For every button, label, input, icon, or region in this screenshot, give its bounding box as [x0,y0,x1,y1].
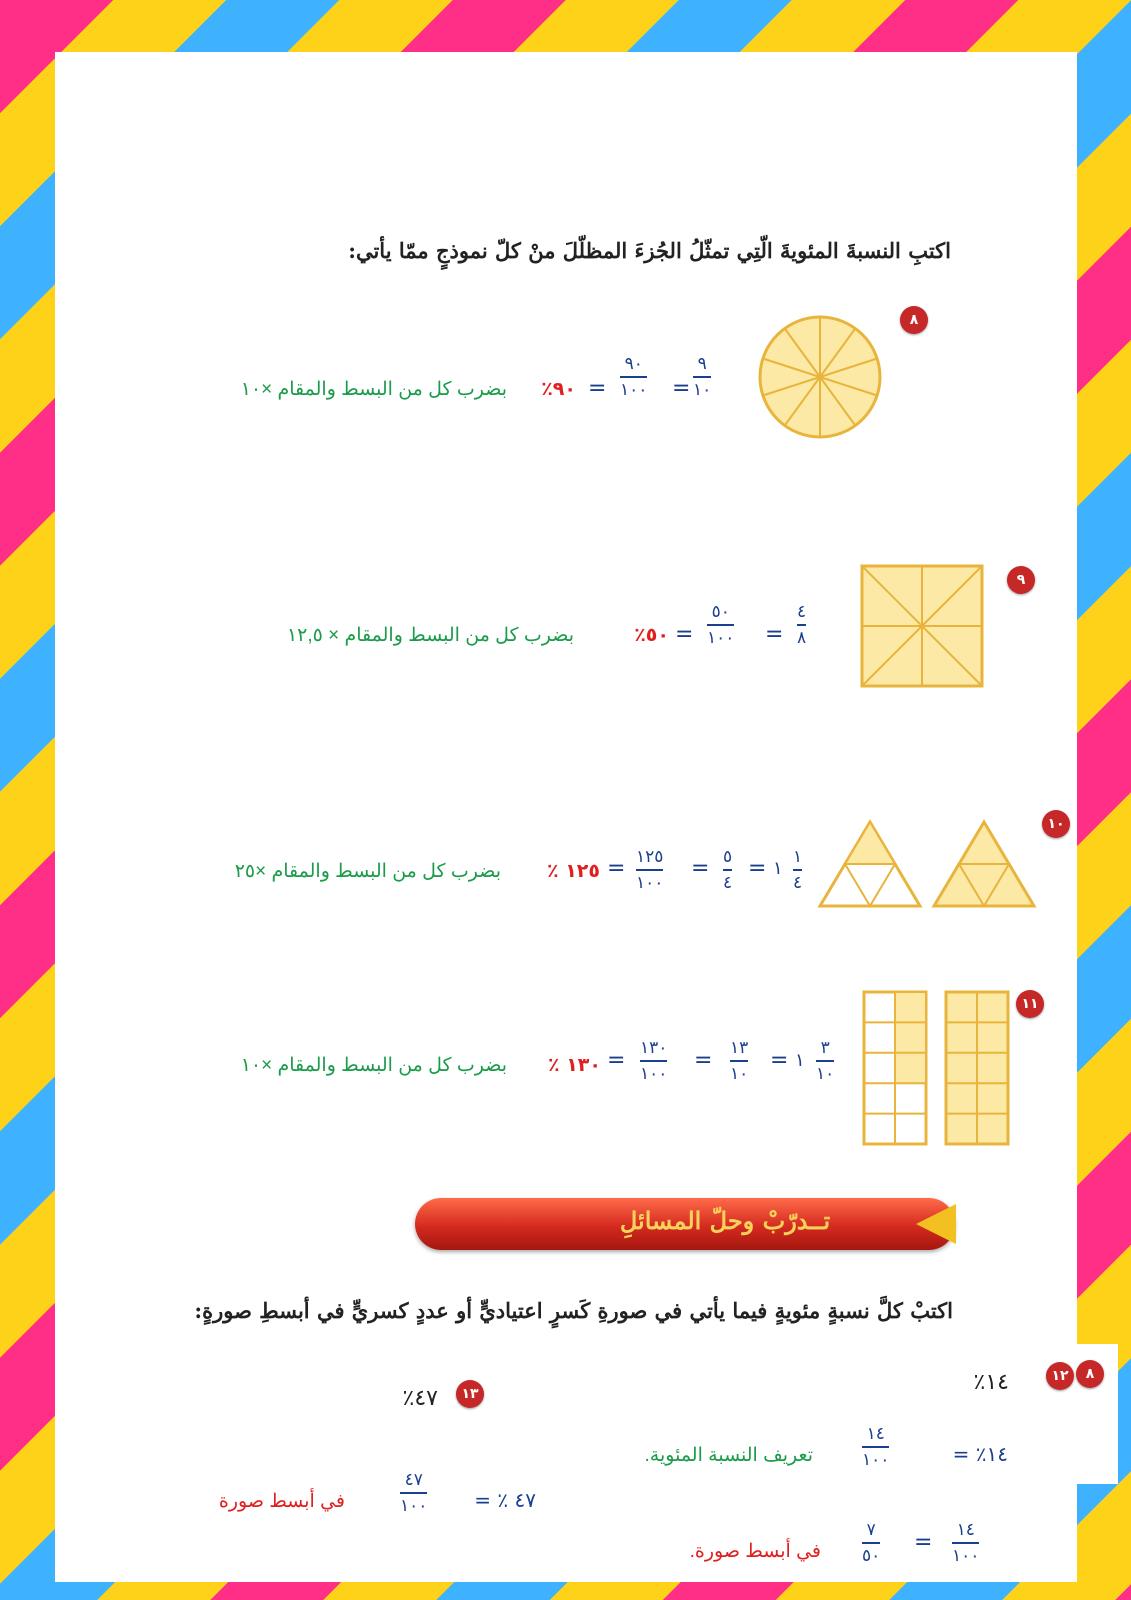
instruction-2: اكتبْ كلَّ نسبةٍ مئويةٍ فيما يأتي في صورةِ كَسرٍ اعتياديٍّ أو عددٍ كسريٍّ في أبسطِ صورةٍ: [194,1298,953,1323]
p13-line1-left: ٤٧ ٪ = [474,1488,536,1512]
section-banner-title: تــدرّبْ وحلّ المسائلِ [619,1206,831,1235]
equals-sign: = [748,856,767,881]
p8-note: بضرب كل من البسط والمقام ×١٠ [240,379,507,400]
p10-fraction-2: ٥ ٤ [723,847,733,893]
problem-badge-8: ٨ [900,306,928,334]
p9-note: بضرب كل من البسط والمقام × ١٢,٥ [286,625,574,646]
p10-fraction-3: ١٢٥ ١٠٠ [636,847,664,893]
grid-model-partial [862,990,928,1146]
equals-sign: = [588,376,607,401]
page-paper [55,52,1077,1582]
p8-result: ٩٠٪ [541,378,576,400]
equals-sign: = [675,622,694,647]
p10-result: ١٢٥ ٪ [546,860,600,882]
equals-sign: = [914,1530,933,1555]
p11-fraction-1: ٣ ١٠ [816,1038,835,1084]
p9-fraction-1: ٤ ٨ [797,602,807,648]
banner-arrow-icon [916,1204,956,1244]
grid-model-full [944,990,1010,1146]
p8-fraction-2: ٩٠ ١٠٠ [620,354,648,400]
p9-result: ٥٠٪ [634,624,669,646]
p12-fraction-3: ٧ ٥٠ [862,1520,881,1566]
p10-fraction-1: ١ ٤ [793,847,803,893]
equals-sign: = [607,856,626,881]
p11-note: بضرب كل من البسط والمقام ×١٠ [240,1055,507,1076]
p12-line1-left: ١٤٪ = [952,1442,1008,1466]
p10-whole: ١ [773,858,783,879]
p8-fraction-1: ٩ ١٠ [693,354,712,400]
equals-sign: = [607,1048,626,1073]
triangle-model-full [930,818,1038,910]
equals-sign: = [770,1048,789,1073]
p13-prompt: ٤٧٪ [402,1386,438,1411]
equals-sign: = [672,376,691,401]
square-model [858,562,986,690]
equals-sign: = [694,1048,713,1073]
problem-badge-11: ١١ [1016,990,1044,1018]
p12-line2-note: في أبسط صورة. [689,1541,821,1562]
p12-line1-note: تعريف النسبة المئوية. [644,1445,813,1466]
equals-sign: = [691,856,710,881]
problem-badge-9: ٩ [1007,566,1035,594]
instruction-1: اكتبِ النسبةَ المئويةَ الّتِي تمثّلُ الجُزءَ المظلّلَ منْ كلّ نموذجٍ ممّا يأتي: [348,238,951,263]
problem-badge-8-prev: ٨ [1076,1360,1104,1388]
circle-model [755,312,885,442]
p13-note: في أبسط صورة [218,1491,345,1512]
p9-fraction-2: ٥٠ ١٠٠ [707,602,735,648]
p12-fraction-1: ١٤ ١٠٠ [862,1424,890,1470]
p13-fraction-1: ٤٧ ١٠٠ [400,1470,428,1516]
p11-whole: ١ [795,1050,805,1071]
problem-badge-10: ١٠ [1042,810,1070,838]
problem-badge-12: ١٢ [1046,1362,1074,1390]
p11-fraction-2: ١٣ ١٠ [730,1038,749,1084]
p11-result: ١٣٠ ٪ [547,1054,601,1076]
problem-badge-13: ١٣ [456,1380,484,1408]
equals-sign: = [765,622,784,647]
p11-fraction-3: ١٣٠ ١٠٠ [640,1038,668,1084]
p12-prompt: ١٤٪ [973,1370,1009,1395]
p10-note: بضرب كل من البسط والمقام ×٢٥ [234,861,501,882]
p12-fraction-2: ١٤ ١٠٠ [952,1520,980,1566]
triangle-model-partial [816,818,924,910]
